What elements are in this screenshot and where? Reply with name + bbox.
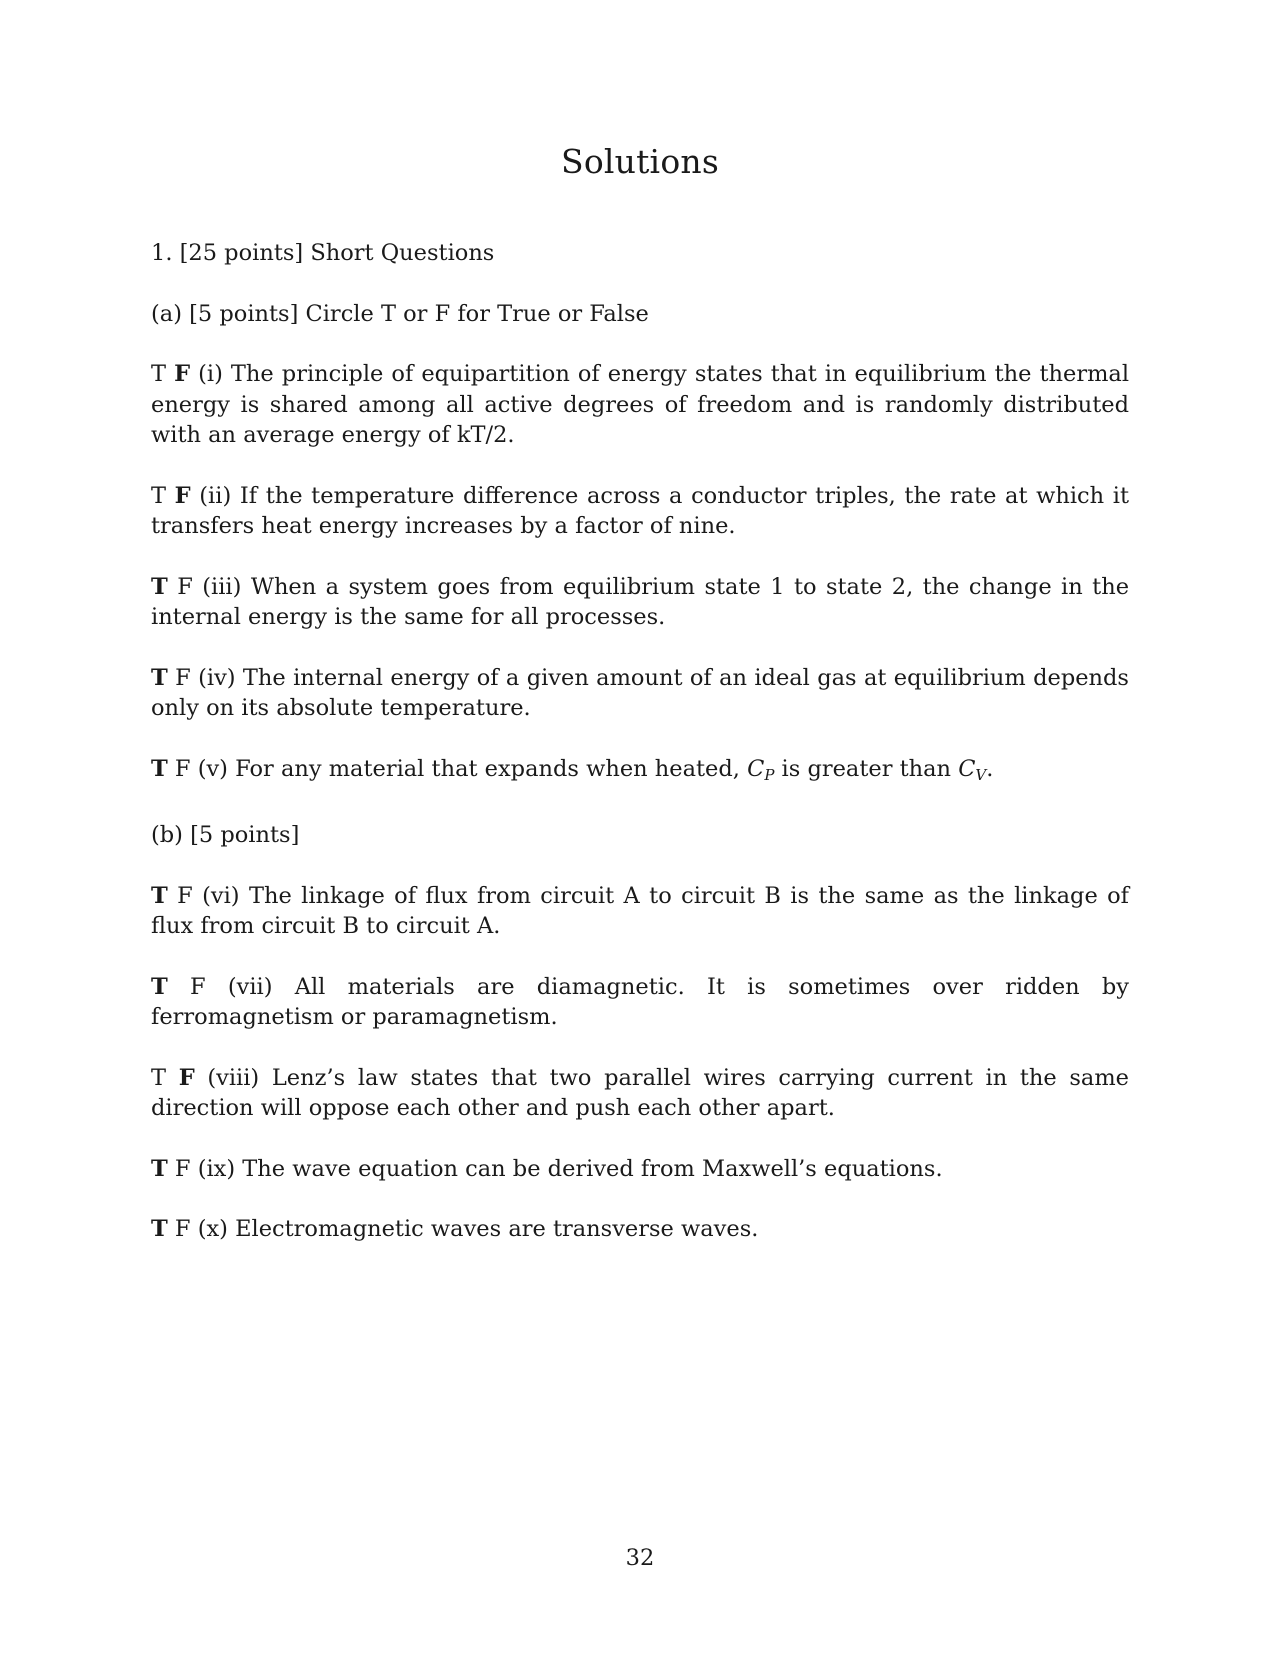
cv-symbol: C [958, 755, 976, 782]
true-option-selected: T [151, 755, 168, 782]
part-b-heading: (b) [5 points] [151, 822, 300, 848]
cp-subscript: P [764, 765, 775, 784]
part-a-heading: (a) [5 points] Circle T or F for True or False [151, 300, 649, 327]
tf-item-text-mid: is greater than [774, 755, 959, 782]
question-heading: 1. [25 points] Short Questions [151, 240, 495, 266]
cp-symbol: C [747, 755, 765, 782]
false-option-selected: F [174, 361, 191, 387]
true-option-selected: T [151, 882, 168, 909]
true-option-selected: T [151, 664, 168, 691]
tf-item-i [151, 359, 1129, 451]
true-option-selected: T [151, 573, 168, 600]
tf-item-text: (iii) When a system goes from equilibrium state 1 to state 2, the change in the internal energy is the same for all processes. [151, 573, 1130, 630]
tf-item-x [151, 1214, 1129, 1245]
tf-item-ii [151, 481, 1129, 542]
true-option: T [151, 361, 167, 387]
tf-item-text-pre: (v) For any material that expands when heated, [197, 755, 748, 782]
false-option-selected: F [174, 482, 191, 509]
tf-item-v [151, 754, 1129, 791]
tf-item-vii [151, 972, 1129, 1033]
true-option-selected: T [151, 973, 168, 1000]
false-option: F [189, 973, 206, 1000]
tf-item-viii [151, 1063, 1129, 1124]
tf-item-text: (x) Electromagnetic waves are transverse waves. [197, 1216, 759, 1242]
tf-item-text: (vi) The linkage of flux from circuit A to circuit B is the same as the linkage of flux from circuit B to circuit A. [151, 882, 1129, 939]
false-option: F [177, 573, 193, 600]
tf-item-text: (viii) Lenz’s law states that two parallel wires carrying current in the same direction will oppose each other and push each other apart. [151, 1064, 1130, 1121]
true-option: T [151, 1064, 167, 1091]
page-number: 32 [625, 1545, 655, 1571]
false-option: F [174, 755, 191, 782]
false-option-selected: F [178, 1064, 195, 1091]
false-option: F [174, 1155, 191, 1182]
false-option: F [174, 1216, 191, 1242]
tf-item-iii [151, 572, 1129, 633]
cv-subscript: V [975, 765, 987, 784]
tf-item-text: (vii) All materials are diamagnetic. It is sometimes over ridden by ferromagnetism or paramagnetism. [151, 973, 1129, 1030]
false-option: F [175, 664, 191, 691]
true-option-selected: T [151, 1155, 168, 1182]
tf-item-vi [151, 881, 1129, 942]
tf-item-ix [151, 1154, 1129, 1185]
true-option-selected: T [151, 1216, 168, 1242]
tf-item-text: (ii) If the temperature difference across a conductor triples, the rate at which it transfers heat energy increases by a factor of nine. [151, 482, 1130, 539]
page-title: Solutions [561, 142, 719, 181]
tf-item-text: (iv) The internal energy of a given amount of an ideal gas at equilibrium depends only on its absolute temperature. [151, 664, 1129, 721]
tf-item-text-post: . [986, 755, 994, 782]
question-content [151, 238, 1129, 1275]
false-option: F [177, 882, 193, 909]
true-option: T [151, 482, 167, 509]
tf-item-iv [151, 663, 1129, 724]
tf-item-text: (ix) The wave equation can be derived from Maxwell’s equations. [197, 1155, 943, 1182]
tf-item-text: (i) The principle of equipartition of energy states that in equilibrium the thermal energy is shared among all active degrees of freedom and is randomly distributed with an average energy of kT/2. [151, 361, 1130, 448]
